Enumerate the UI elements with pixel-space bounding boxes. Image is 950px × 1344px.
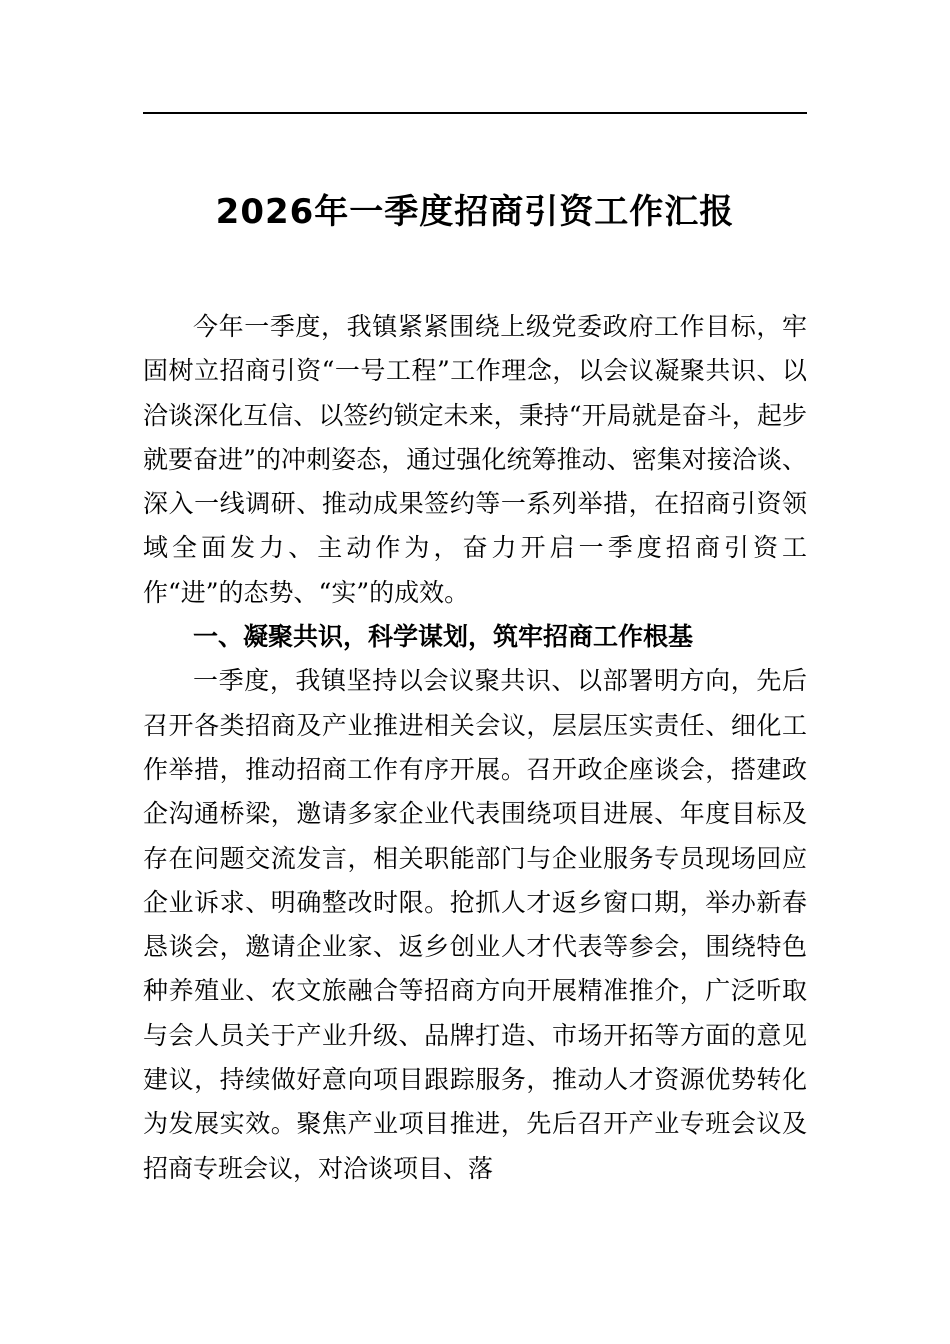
document-body: [143, 305, 807, 1191]
header-rule: [143, 112, 807, 114]
intro-paragraph: 今年一季度，我镇紧紧围绕上级党委政府工作目标，牢固树立招商引资“一号工程”工作理念，以会议凝聚共识、以洽谈深化互信、以签约锁定未来，秉持“开局就是奋斗，起步就要奋进”的冲刺姿态，通过强化统筹推动、密集对接洽谈、深入一线调研、推动成果签约等一系列举措，在招商引资领域全面发力、主动作为，奋力开启一季度招商引资工作“进”的态势、“实”的成效。: [143, 312, 807, 607]
section-paragraph: 一季度，我镇坚持以会议聚共识、以部署明方向，先后召开各类招商及产业推进相关会议，层层压实责任、细化工作举措，推动招商工作有序开展。召开政企座谈会，搭建政企沟通桥梁，邀请多家企业代表围绕项目进展、年度目标及存在问题交流发言，相关职能部门与企业服务专员现场回应企业诉求、明确整改时限。抢抓人才返乡窗口期，举办新春恳谈会，邀请企业家、返乡创业人才代表等参会，围绕特色种养殖业、农文旅融合等招商方向开展精准推介，广泛听取与会人员关于产业升级、品牌打造、市场开拓等方面的意见建议，持续做好意向项目跟踪服务，推动人才资源优势转化为发展实效。聚焦产业项目推进，先后召开产业专班会议及招商专班会议，对洽谈项目、落: [143, 666, 807, 1183]
section-heading: 一、凝聚共识，科学谋划，筑牢招商工作根基: [193, 622, 694, 652]
document-title: 2026年一季度招商引资工作汇报: [215, 192, 735, 232]
